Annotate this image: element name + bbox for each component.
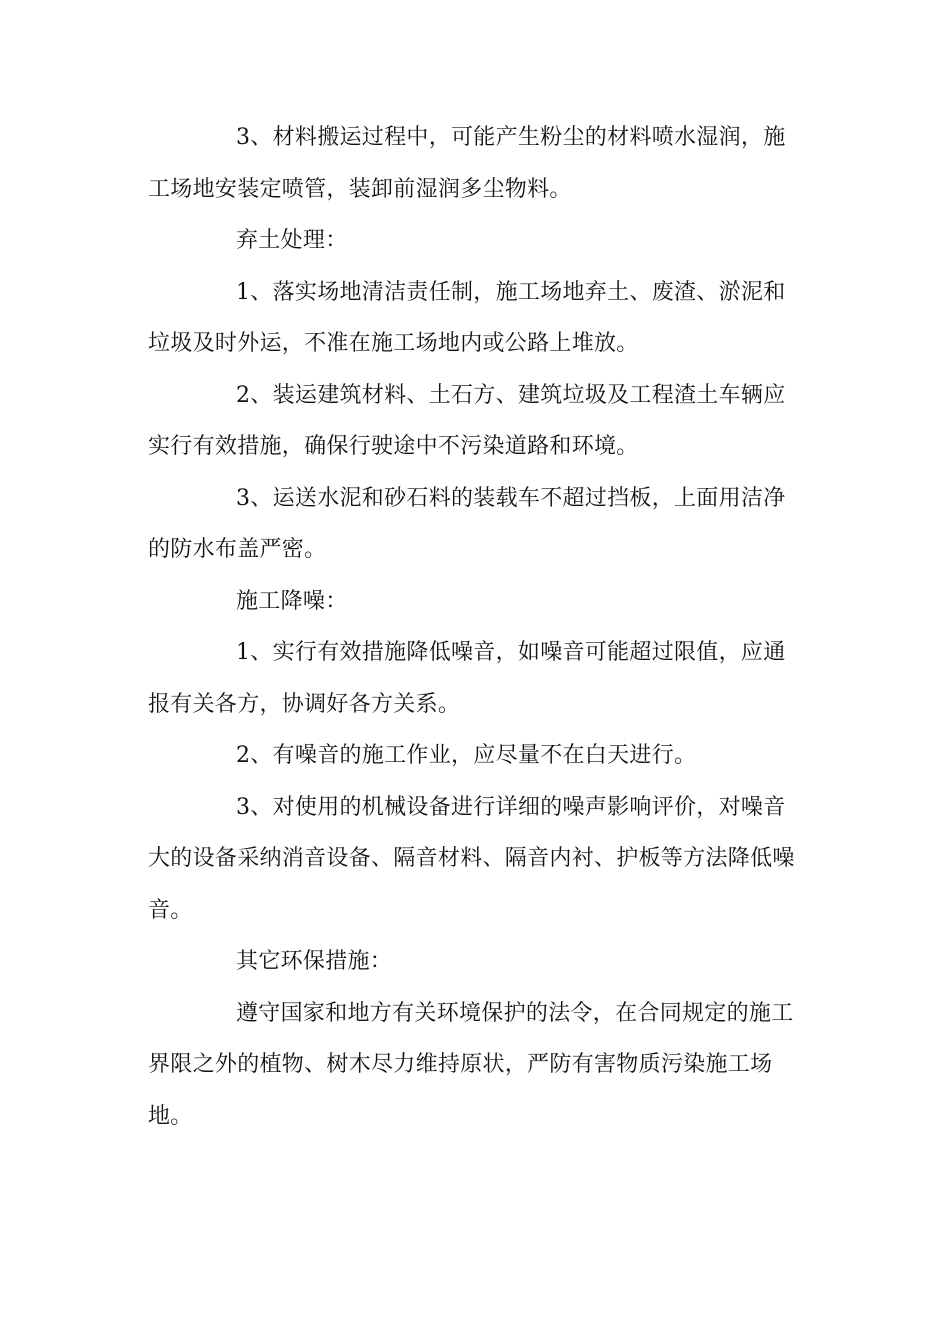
document-body [148,112,800,1142]
heading-noise-reduction: 施工降噪： [236,588,348,614]
paragraph-site-cleaning: 1、落实场地清洁责任制，施工场地弃土、废渣、淤泥和垃圾及时外运，不准在施工场地内或公路上堆放。 [148,279,786,356]
paragraph-material-transport: 2、装运建筑材料、土石方、建筑垃圾及工程渣土车辆应实行有效措施，确保行驶途中不污染道路和环境。 [148,382,786,459]
heading-spoil-disposal: 弃土处理： [236,228,348,253]
heading-other-measures: 其它环保措施： [236,949,393,974]
paragraph-noise-measures: 1、实行有效措施降低噪音，如噪音可能超过限值，应通报有关各方，协调好各方关系。 [148,640,786,717]
paragraph-legal-compliance: 遵守国家和地方有关环境保护的法令，在合同规定的施工界限之外的植物、树木尽力维持原状，严防有害物质污染施工场地。 [148,1000,794,1129]
paragraph-truck-covering: 3、运送水泥和砂石料的装载车不超过挡板，上面用洁净的防水布盖严密。 [148,485,786,562]
paragraph-equipment-evaluation: 3、对使用的机械设备进行详细的噪声影响评价，对噪音大的设备采纳消音设备、隔音材料、隔音内衬、护板等方法降低噪音。 [148,794,795,923]
paragraph-dust-spraying: 3、材料搬运过程中，可能产生粉尘的材料喷水湿润，施工场地安装定喷管，装卸前湿润多尘物料。 [148,125,786,202]
paragraph-noise-timing: 2、有噪音的施工作业，应尽量不在白天进行。 [236,743,697,768]
